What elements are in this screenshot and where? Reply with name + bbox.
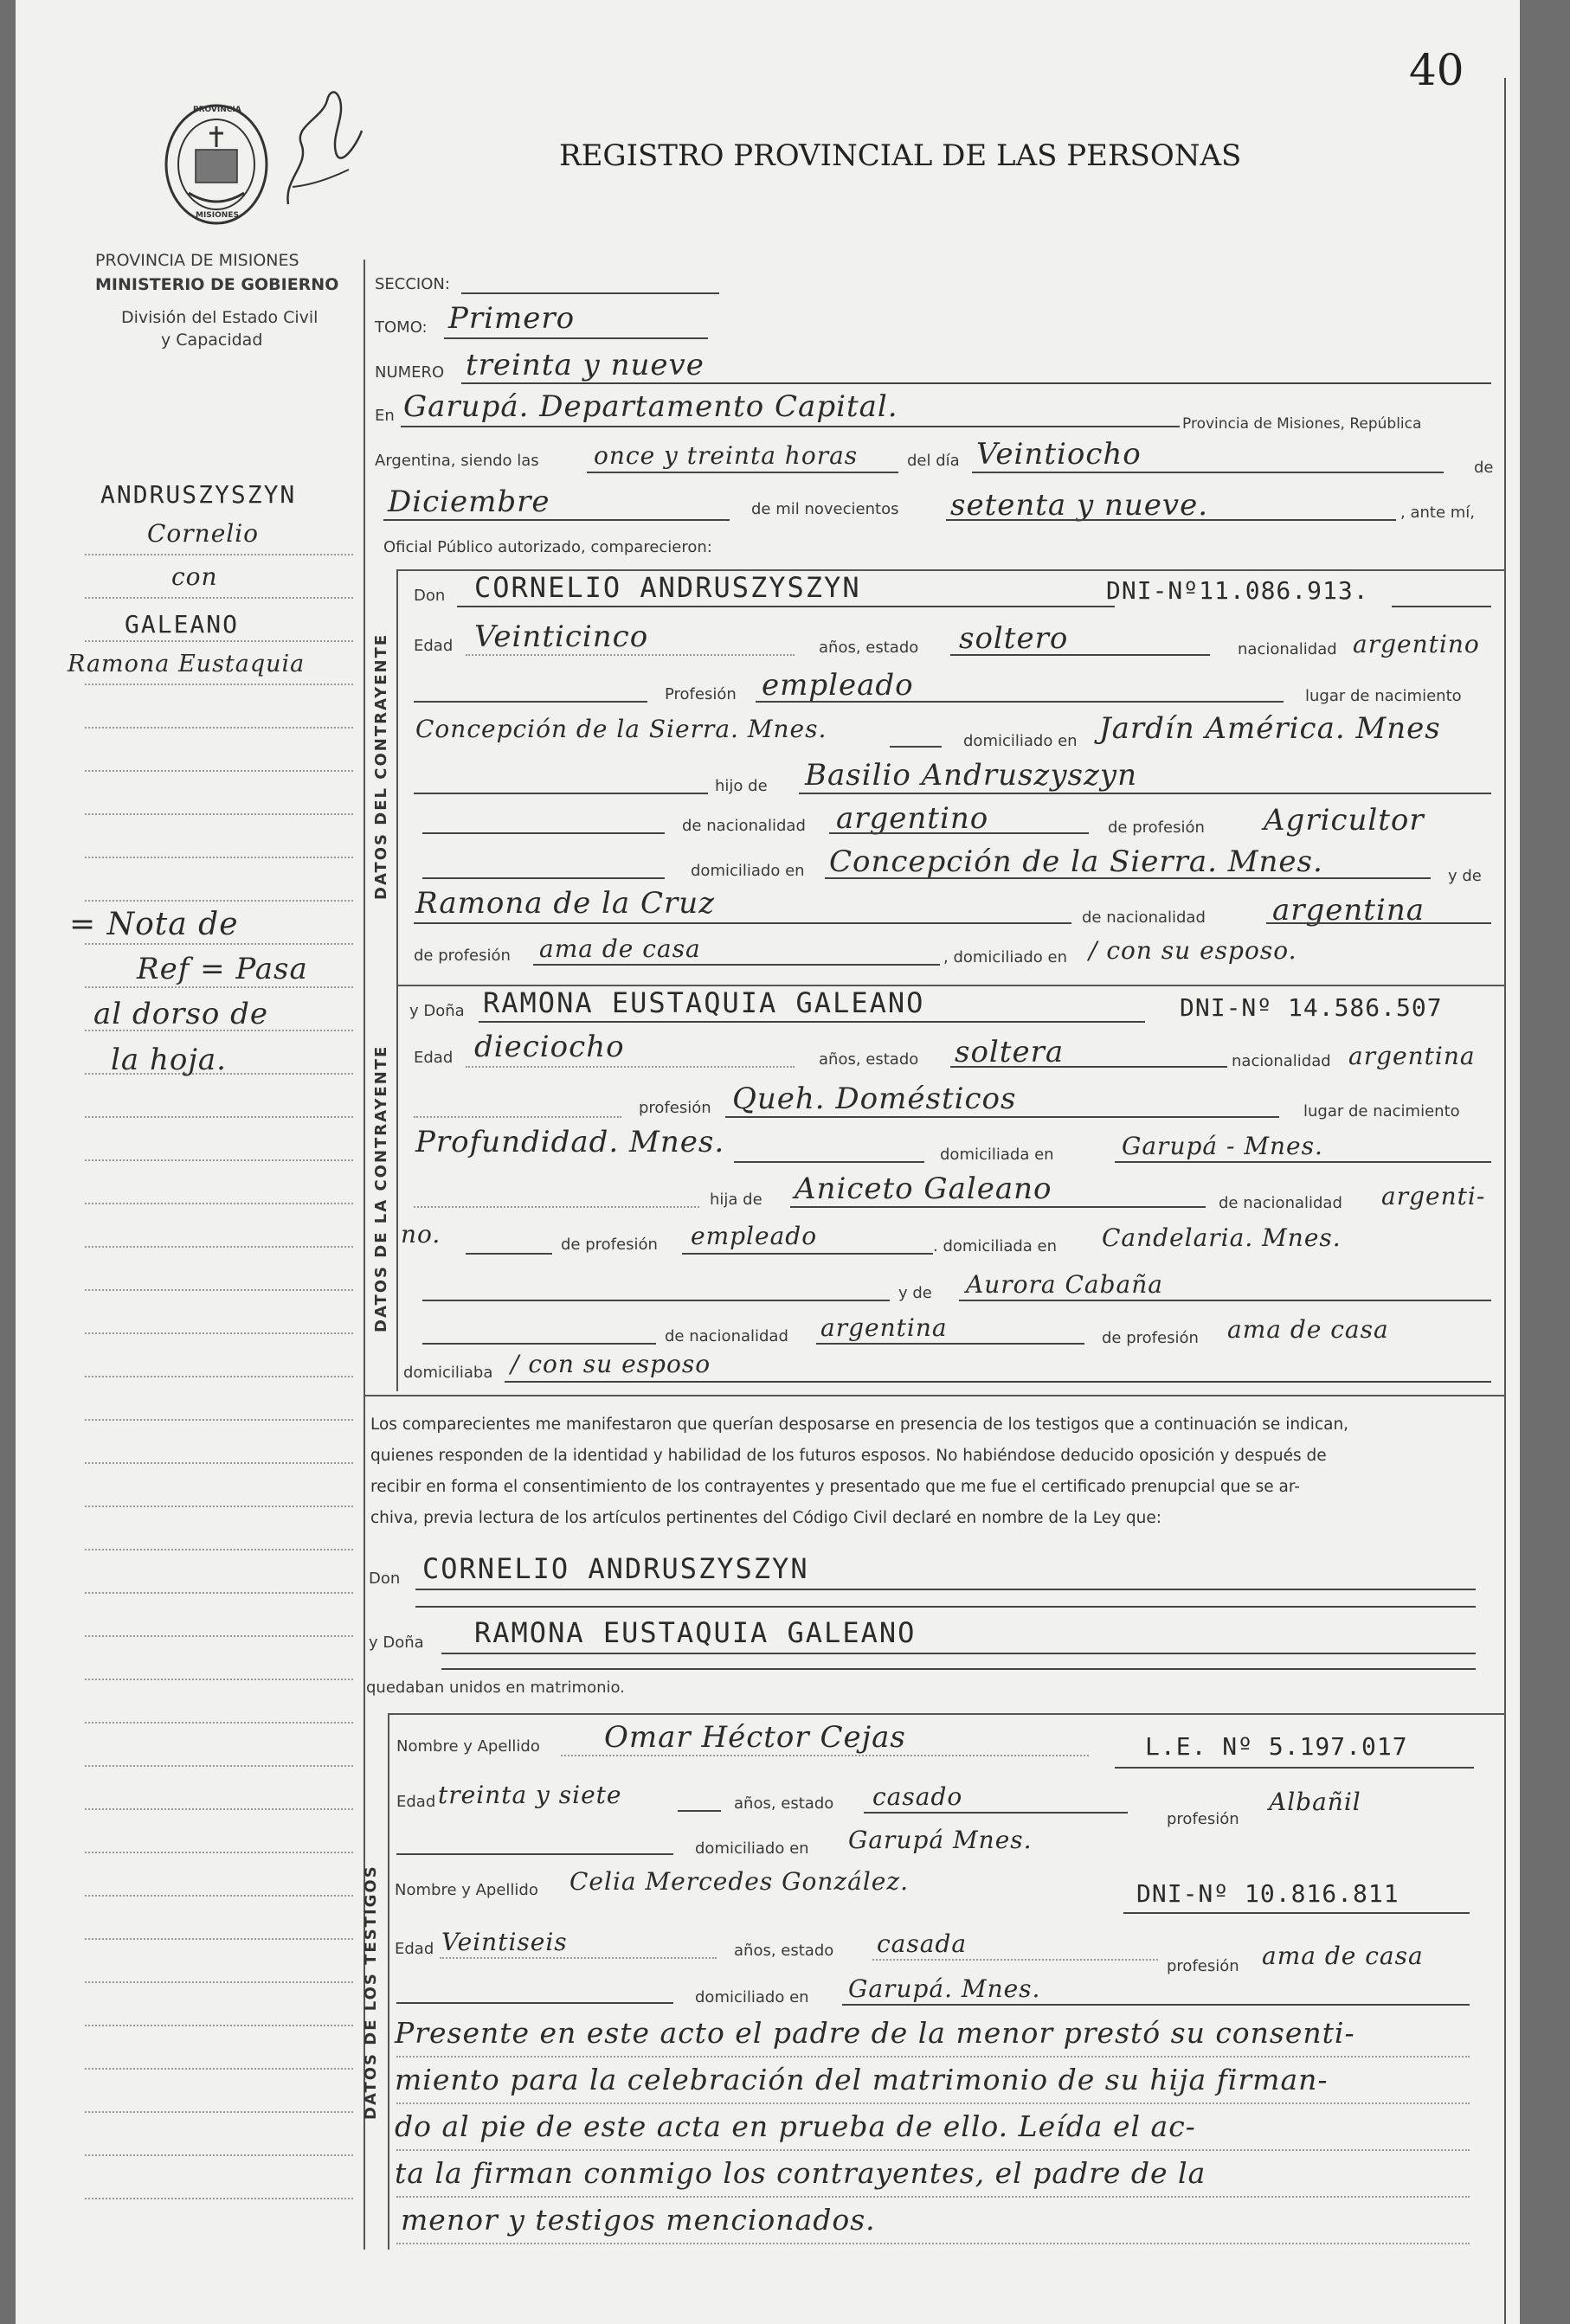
c1-lugar-nac-label: lugar de nacimiento xyxy=(1305,687,1462,705)
dia-value: Veintiocho xyxy=(976,437,1142,472)
handwritten-line-1: Presente en este acto el padre de la menor prestó su consenti- xyxy=(395,2016,1355,2050)
c2-dona-label: y Doña xyxy=(409,1002,465,1020)
seccion-label: SECCION: xyxy=(375,275,450,293)
c2-estado: soltera xyxy=(955,1035,1065,1069)
numero-label: NUMERO xyxy=(375,363,445,382)
t2-edad-label: Edad xyxy=(395,1940,434,1958)
seal-signature xyxy=(275,83,370,213)
org-ministry: MINISTERIO DE GOBIERNO xyxy=(95,275,339,294)
t1-dom: Garupá Mnes. xyxy=(848,1826,1033,1854)
body-paragraph-line3: recibir en forma el consentimiento de los contrayentes y presentado que me fue el certificado prenupcial que se ar- xyxy=(370,1478,1300,1496)
c1-y-de: y de xyxy=(1448,867,1482,885)
body-don-label: Don xyxy=(369,1570,401,1588)
c1-dni: DNI-Nº11.086.913. xyxy=(1106,576,1369,605)
margin-note-3: al dorso de xyxy=(93,997,269,1031)
c2-name: RAMONA EUSTAQUIA GALEANO xyxy=(483,986,925,1019)
t1-name: Omar Héctor Cejas xyxy=(604,1720,906,1755)
body-paragraph-line4: chiva, previa lectura de los artículos pertinentes del Código Civil declaré en nombre de la Ley que: xyxy=(370,1509,1162,1527)
c2-padre-dom: Candelaria. Mnes. xyxy=(1102,1223,1342,1252)
tomo-value: Primero xyxy=(448,301,576,336)
margin-given-1: Cornelio xyxy=(147,519,260,548)
c1-madre-prof-label: de profesión xyxy=(414,947,511,965)
argentina-text: Argentina, siendo las xyxy=(375,452,539,470)
en-value: Garupá. Departamento Capital. xyxy=(403,389,898,424)
body-don-name: CORNELIO ANDRUSZYSZYN xyxy=(422,1552,809,1585)
section-label-testigos: DATOS DE LOS TESTIGOS xyxy=(362,1865,380,2120)
c1-padre-nac: argentino xyxy=(836,801,989,836)
c2-profesion: Queh. Domésticos xyxy=(732,1082,1017,1116)
c2-domiciliaba-label: domiciliaba xyxy=(403,1364,493,1382)
c2-padre-prof: empleado xyxy=(691,1222,818,1250)
margin-note-1: = Nota de xyxy=(69,907,239,942)
section-label-contrayente: DATOS DEL CONTRAYENTE xyxy=(372,632,390,900)
margin-note-2: Ref = Pasa xyxy=(137,952,308,986)
section2-left xyxy=(396,985,398,1391)
margin-surname-2: GALEANO xyxy=(125,610,240,639)
t1-estado: casado xyxy=(872,1782,963,1811)
c1-madre-dom: / con su esposo. xyxy=(1089,936,1297,965)
c2-y-de: y de xyxy=(898,1284,932,1302)
c2-padre-dom-label: . domiciliada en xyxy=(933,1237,1058,1255)
c1-padre-nac-label: de nacionalidad xyxy=(682,817,806,835)
t1-doc: L.E. Nº 5.197.017 xyxy=(1145,1732,1408,1761)
body-top xyxy=(364,1395,1504,1396)
en-label: En xyxy=(375,407,395,425)
t1-prof-label: profesión xyxy=(1167,1810,1239,1828)
register-page xyxy=(16,0,1520,2324)
org-capacity: y Capacidad xyxy=(161,331,263,350)
t1-anios-label: años, estado xyxy=(734,1794,834,1813)
mes-value: Diciembre xyxy=(388,485,550,519)
c1-madre-dom-label: , domiciliado en xyxy=(943,948,1067,966)
c2-nacionalidad: argentina xyxy=(1348,1042,1476,1070)
oficial-text: Oficial Público autorizado, comparecieron: xyxy=(383,538,712,556)
seccion-field xyxy=(461,292,719,294)
c2-madre: Aurora Cabaña xyxy=(966,1270,1163,1299)
section-label-contrayente-2: DATOS DE LA CONTRAYENTE xyxy=(372,1044,390,1332)
c2-padre-nac-a: argenti- xyxy=(1381,1182,1486,1210)
c1-domiciliado-label: domiciliado en xyxy=(963,732,1078,750)
t2-name: Celia Mercedes González. xyxy=(569,1867,910,1896)
page-title: REGISTRO PROVINCIAL DE LAS PERSONAS xyxy=(559,138,1242,173)
margin-con: con xyxy=(171,562,218,591)
section3-top xyxy=(388,1713,1504,1715)
tomo-label: TOMO: xyxy=(375,318,428,337)
ante-mi: , ante mí, xyxy=(1400,504,1475,522)
c2-madre-prof-label: de profesión xyxy=(1102,1329,1199,1347)
c2-domicilio: Garupá - Mnes. xyxy=(1122,1132,1323,1160)
c1-don-label: Don xyxy=(414,587,446,605)
org-province: PROVINCIA DE MISIONES xyxy=(95,251,299,270)
c2-lugar-nac: Profundidad. Mnes. xyxy=(415,1125,725,1159)
margin-surname-1: ANDRUSZYSZYN xyxy=(100,480,297,509)
del-dia-label: del día xyxy=(907,452,960,470)
c1-hijo-de-label: hijo de xyxy=(715,777,768,795)
c1-edad: Veinticinco xyxy=(474,620,649,654)
t1-prof: Albañil xyxy=(1269,1788,1361,1816)
c1-madre-prof: ama de casa xyxy=(539,934,701,963)
c1-padre-dom: Concepción de la Sierra. Mnes. xyxy=(829,844,1323,879)
margin-note-4: la hoja. xyxy=(111,1043,227,1077)
handwritten-line-3: do al pie de este acta en prueba de ello. Leída el ac- xyxy=(395,2109,1196,2143)
section3-left xyxy=(388,1713,389,2250)
seal-ring-text-bottom: MISIONES xyxy=(196,211,239,220)
t2-doc: DNI-Nº 10.816.811 xyxy=(1136,1879,1399,1908)
c1-anios-estado: años, estado xyxy=(819,639,919,657)
c1-padre-dom-label: domiciliado en xyxy=(691,862,805,880)
c2-padre-prof-label: de profesión xyxy=(561,1236,658,1254)
margin-given-2: Ramona Eustaquia xyxy=(68,651,306,677)
t2-dom: Garupá. Mnes. xyxy=(848,1974,1041,2003)
body-paragraph-line1: Los comparecientes me manifestaron que querían desposarse en presencia de los testigos que a continuación se indican, xyxy=(370,1416,1349,1434)
t2-edad: Veintiseis xyxy=(441,1928,568,1956)
numero-value: treinta y nueve xyxy=(466,348,705,382)
c1-lugar-nac: Concepción de la Sierra. Mnes. xyxy=(415,715,827,743)
c2-madre-dom: / con su esposo xyxy=(511,1350,711,1378)
form-right-border xyxy=(1504,78,1506,2324)
provincia-text: Provincia de Misiones, República xyxy=(1182,415,1422,433)
c1-profesion-label: Profesión xyxy=(665,685,737,703)
t2-anios-label: años, estado xyxy=(734,1942,834,1960)
body-dona-name: RAMONA EUSTAQUIA GALEANO xyxy=(474,1616,917,1649)
c1-madre: Ramona de la Cruz xyxy=(415,886,716,921)
c1-nacionalidad-label: nacionalidad xyxy=(1238,640,1337,658)
section1-left xyxy=(396,569,398,985)
t1-edad: treinta y siete xyxy=(438,1781,622,1809)
c2-padre: Aniceto Galeano xyxy=(795,1172,1052,1206)
horas-value: once y treinta horas xyxy=(594,441,859,470)
c1-padre-prof: Agricultor xyxy=(1264,803,1425,838)
c2-madre-nac: argentina xyxy=(820,1313,948,1342)
c2-padre-nac-b: no. xyxy=(401,1220,441,1249)
c1-nacionalidad: argentino xyxy=(1353,630,1480,658)
handwritten-line-2: miento para la celebración del matrimonio de su hija firman- xyxy=(395,2063,1329,2096)
c1-madre-nac: argentina xyxy=(1272,893,1425,928)
org-division: División del Estado Civil xyxy=(121,308,319,327)
c2-edad: dieciocho xyxy=(474,1030,625,1064)
anio-text: de mil novecientos xyxy=(751,500,899,518)
c2-hija-de-label: hija de xyxy=(710,1191,762,1209)
c2-padre-nac-label: de nacionalidad xyxy=(1219,1194,1342,1212)
c1-madre-nac-label: de nacionalidad xyxy=(1082,908,1206,927)
c2-domiciliada-label: domiciliada en xyxy=(940,1146,1054,1164)
seal-ring-text-top: PROVINCIA xyxy=(193,106,241,114)
t1-edad-label: Edad xyxy=(396,1793,436,1811)
t2-prof: ama de casa xyxy=(1262,1942,1424,1970)
t2-label: Nombre y Apellido xyxy=(395,1881,538,1899)
page-number: 40 xyxy=(1409,45,1464,95)
provincial-seal xyxy=(163,102,271,228)
body-paragraph-line2: quienes responden de la identidad y habilidad de los futuros esposos. No habiéndose deducido oposición y después de xyxy=(370,1447,1327,1465)
c1-padre: Basilio Andruszyszyn xyxy=(805,758,1138,793)
t2-dom-label: domiciliado en xyxy=(695,1988,809,2006)
handwritten-line-5: menor y testigos mencionados. xyxy=(401,2203,876,2237)
c1-edad-label: Edad xyxy=(414,637,454,655)
de-label-1: de xyxy=(1474,459,1494,477)
c2-lugar-nac-label: lugar de nacimiento xyxy=(1303,1102,1460,1120)
t2-estado: casada xyxy=(877,1929,968,1958)
c2-profesion-label: profesión xyxy=(639,1099,711,1117)
quedaban-text: quedaban unidos en matrimonio. xyxy=(366,1679,625,1697)
c1-estado: soltero xyxy=(959,621,1069,656)
c2-madre-prof: ama de casa xyxy=(1227,1315,1389,1344)
c2-nacionalidad-label: nacionalidad xyxy=(1232,1052,1331,1070)
c1-padre-prof-label: de profesión xyxy=(1108,819,1205,837)
t1-label: Nombre y Apellido xyxy=(396,1737,540,1756)
c1-domicilio: Jardín América. Mnes xyxy=(1099,711,1441,746)
anio-value: setenta y nueve. xyxy=(950,488,1209,523)
c1-profesion: empleado xyxy=(762,668,914,703)
t1-dom-label: domiciliado en xyxy=(695,1839,809,1858)
body-dona-label: y Doña xyxy=(369,1634,424,1652)
c2-dni: DNI-Nº 14.586.507 xyxy=(1180,993,1443,1022)
c1-name: CORNELIO ANDRUSZYSZYN xyxy=(474,571,861,604)
handwritten-line-4: ta la firman conmigo los contrayentes, el padre de la xyxy=(395,2156,1206,2190)
c2-edad-label: Edad xyxy=(414,1049,454,1067)
c2-anios-estado: años, estado xyxy=(819,1050,919,1069)
t2-prof-label: profesión xyxy=(1167,1957,1239,1975)
c2-madre-nac-label: de nacionalidad xyxy=(665,1327,788,1345)
